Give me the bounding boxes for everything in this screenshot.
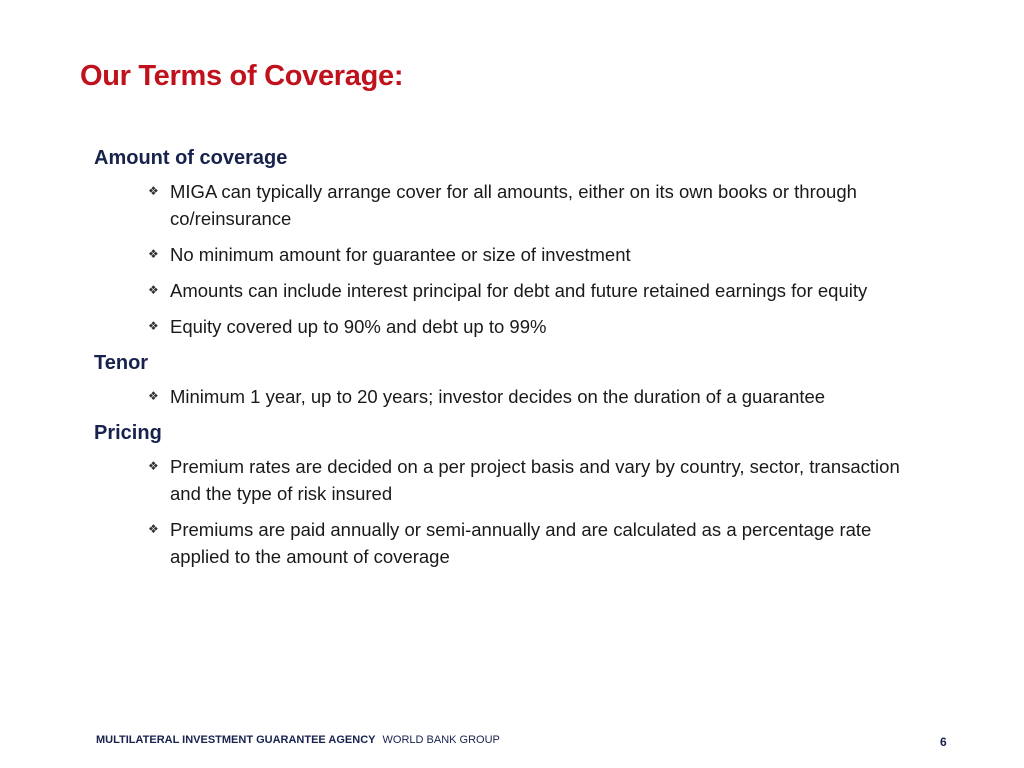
bullet-item <box>148 516 930 570</box>
bullet-item <box>148 383 930 410</box>
bullet-text: Equity covered up to 90% and debt up to 99% <box>170 316 547 337</box>
bullet-text: Premiums are paid annually or semi-annually and are calculated as a percentage rate applied to the amount of coverage <box>170 519 872 567</box>
diamond-bullet-icon: ❖ <box>148 389 159 403</box>
slide-content <box>94 144 954 579</box>
section-heading: Tenor <box>94 352 149 374</box>
section-amount-of-coverage <box>94 144 954 340</box>
footer <box>96 734 500 746</box>
footer-group: WORLD BANK GROUP <box>382 734 500 746</box>
bullet-text: Premium rates are decided on a per project basis and vary by country, sector, transaction and the type of risk insured <box>170 456 900 504</box>
bullet-item <box>148 313 930 340</box>
footer-agency: MULTILATERAL INVESTMENT GUARANTEE AGENCY <box>96 734 376 746</box>
section-heading: Pricing <box>94 422 162 444</box>
bullet-text: Minimum 1 year, up to 20 years; investor decides on the duration of a guarantee <box>170 386 826 407</box>
diamond-bullet-icon: ❖ <box>148 247 159 261</box>
section-tenor <box>94 349 954 410</box>
bullet-item <box>148 453 930 507</box>
diamond-bullet-icon: ❖ <box>148 184 159 198</box>
page-number: 6 <box>940 735 947 749</box>
bullet-list <box>94 178 954 340</box>
bullet-item <box>148 241 930 268</box>
bullet-text: MIGA can typically arrange cover for all amounts, either on its own books or through co/reinsurance <box>170 181 857 229</box>
bullet-text: Amounts can include interest principal for debt and future retained earnings for equity <box>170 280 868 301</box>
bullet-list <box>94 453 954 570</box>
bullet-list <box>94 383 954 410</box>
section-heading: Amount of coverage <box>94 147 288 169</box>
diamond-bullet-icon: ❖ <box>148 319 159 333</box>
slide-title: Our Terms of Coverage: <box>80 60 404 92</box>
bullet-text: No minimum amount for guarantee or size of investment <box>170 244 631 265</box>
diamond-bullet-icon: ❖ <box>148 522 159 536</box>
diamond-bullet-icon: ❖ <box>148 459 159 473</box>
diamond-bullet-icon: ❖ <box>148 283 159 297</box>
bullet-item <box>148 277 930 304</box>
section-pricing <box>94 419 954 570</box>
bullet-item <box>148 178 930 232</box>
